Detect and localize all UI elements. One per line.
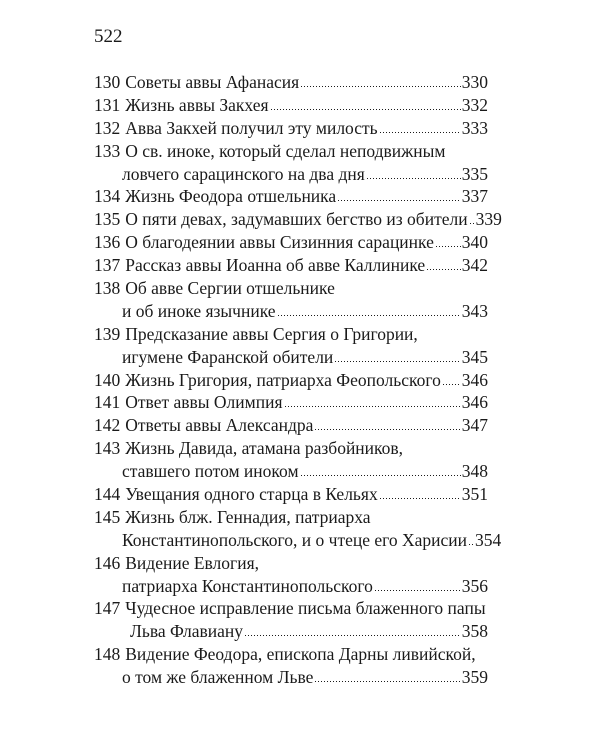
toc-entry-line [94,277,488,300]
entry-number: 148 [94,644,121,665]
entry-number: 135 [94,209,121,230]
dot-leader [300,86,461,87]
toc-entry-line [94,163,488,186]
page-number: 522 [94,26,123,47]
entry-title: Об авве Сергии отшельнике [125,278,335,299]
entry-title: Жизнь аввы Закхея [125,94,269,115]
entry-title: О пяти девах, задумавших бегство из обители [125,209,468,230]
entry-page-number: 359 [461,667,488,688]
entry-title: Жизнь Григория, патриарха Феопольского [125,369,441,390]
entry-page-number: 330 [461,72,488,92]
toc-entry-line [94,300,488,323]
toc-entry-line [94,140,488,163]
entry-number: 131 [94,94,121,115]
toc-entry-line [94,529,502,552]
entry-title-continuation: Льва Флавиану [130,621,243,642]
entry-title: Предсказание аввы Сергия о Григории, [125,323,418,344]
dot-leader [379,498,461,499]
toc-entry-line [94,437,488,460]
toc-entry-line [94,575,488,598]
toc-entry-line [94,643,488,666]
dot-leader [374,590,461,591]
entry-number: 144 [94,484,121,505]
entry-page-number: 354 [475,529,502,550]
entry-title-continuation: патриарха Константинопольского [122,575,373,596]
entry-number: 142 [94,415,121,436]
dot-leader [366,178,461,179]
entry-title-continuation: ловчего сарацинского на два дня [122,163,365,184]
entry-title: Рассказ аввы Иоанна об авве Каллинике [125,255,426,276]
entry-number: 130 [94,72,121,92]
entry-number: 134 [94,186,121,207]
toc-entry-line [94,552,488,575]
entry-number: 137 [94,255,121,276]
toc-entry-line [94,346,488,369]
dot-leader [284,406,461,407]
table-of-contents [94,71,502,689]
entry-number: 133 [94,140,121,161]
entry-title-continuation: и об иноке язычнике [122,300,276,321]
dot-leader [442,384,461,385]
entry-title: Увещания одного старца в Кельях [125,484,378,505]
dot-leader [379,132,461,133]
entry-page-number: 342 [461,255,488,276]
entry-number: 143 [94,438,121,459]
dot-leader [337,200,461,201]
entry-title: Советы аввы Афанасия [125,72,300,92]
entry-page-number: 333 [461,117,488,138]
entry-page-number: 332 [461,94,488,115]
toc-entry-line [94,71,488,94]
entry-page-number: 347 [461,415,488,436]
toc-entry-line [94,94,488,117]
entry-page-number: 351 [461,484,488,505]
entry-number: 139 [94,323,121,344]
entry-page-number: 343 [461,300,488,321]
toc-entry-line [94,414,488,437]
dot-leader [270,109,461,110]
dot-leader [277,315,461,316]
entry-number: 146 [94,552,121,573]
entry-number: 136 [94,232,121,253]
entry-page-number: 339 [475,209,502,230]
entry-title: Ответ аввы Олимпия [125,392,283,413]
dot-leader [244,635,461,636]
toc-entry-line [94,506,488,529]
toc-entry-line [94,185,488,208]
entry-title-continuation: игумене Фаранской обители [122,346,334,367]
dot-leader [435,246,461,247]
dot-leader [468,544,474,545]
entry-page-number: 340 [461,232,488,253]
dot-leader [314,429,460,430]
toc-entry-line [94,620,488,643]
entry-title: Ответы аввы Александра [125,415,314,436]
entry-page-number: 337 [461,186,488,207]
entry-page-number: 345 [461,346,488,367]
entry-title: Чудесное исправление письма блаженного папы [125,598,486,619]
toc-entry-line [94,254,488,277]
entry-title-continuation: Константинопольского, и о чтеце его Харисии [122,529,468,550]
toc-entry-line [94,117,488,140]
entry-number: 147 [94,598,121,619]
dot-leader [334,361,460,362]
entry-title: Авва Закхей получил эту милость [125,117,378,138]
toc-entry-line [94,208,502,231]
entry-title: Жизнь Феодора отшельника [125,186,337,207]
entry-page-number: 346 [461,369,488,390]
entry-number: 138 [94,278,121,299]
toc-entry-line [94,391,488,414]
toc-entry-line [94,369,488,392]
entry-page-number: 356 [461,575,488,596]
entry-page-number: 346 [461,392,488,413]
toc-entry-line [94,483,488,506]
toc-entry-line [94,460,488,483]
entry-title-continuation: о том же блаженном Льве [122,667,314,688]
entry-title: Жизнь Давида, атамана разбойников, [125,438,404,459]
entry-number: 145 [94,506,121,527]
entry-number: 140 [94,369,121,390]
dot-leader [300,475,461,476]
entry-title: Жизнь блж. Геннадия, патриарха [125,506,371,527]
entry-page-number: 335 [461,163,488,184]
toc-entry-line [94,231,488,254]
toc-entry-line [94,666,488,689]
entry-number: 141 [94,392,121,413]
entry-page-number: 348 [461,461,488,482]
entry-title: Видение Евлогия, [125,552,260,573]
entry-title: О благодеянии аввы Сизинния сарацинке [125,232,434,253]
entry-title: О св. иноке, который сделал неподвижным [125,140,446,161]
dot-leader [426,269,461,270]
entry-number: 132 [94,117,121,138]
toc-entry-line [94,597,488,620]
entry-page-number: 358 [461,621,488,642]
entry-title: Видение Феодора, епископа Дарны ливийской, [125,644,476,665]
entry-title-continuation: ставшего потом иноком [122,461,299,482]
dot-leader [469,223,475,224]
toc-entry-line [94,323,488,346]
dot-leader [314,681,460,682]
